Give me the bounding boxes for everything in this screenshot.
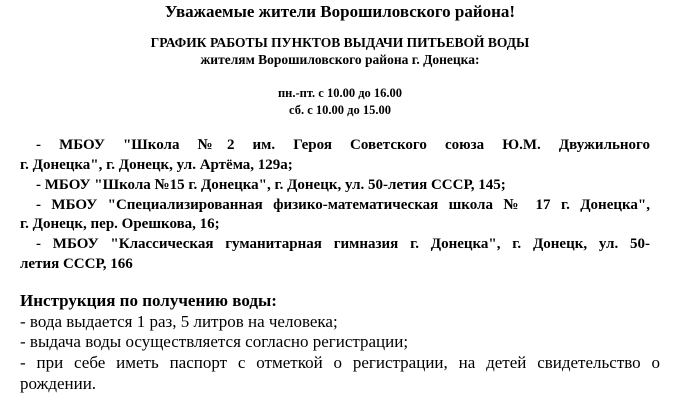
location-item-1-line1: - МБОУ "Школа №2 им. Героя Советского союза Ю.М. Двужильного [36,137,650,153]
instruction-item-1: - вода выдается 1 раз, 5 литров на человека; [20,312,338,331]
location-item-3-line1: - МБОУ "Специализированная физико-математическая школа № 17 г. Донецка", [36,197,650,213]
location-item-4-line2: летия СССР, 166 [20,256,133,272]
greeting-heading: Уважаемые жители Ворошиловского района! [164,2,516,21]
instruction-item-3-continued: рождении. [20,374,97,393]
hours-saturday: сб. с 10.00 до 15.00 [289,103,391,117]
instructions-heading: Инструкция по получению воды: [20,291,277,310]
schedule-subtitle: жителям Ворошиловского района г. Донецка: [200,52,480,67]
location-item-3-line2: г. Донецк, пер. Орешкова, 16; [20,216,220,232]
hours-weekdays: пн.-пт. с 10.00 до 16.00 [277,86,403,100]
instruction-item-2: - выдача воды осуществляется согласно регистрации; [20,332,409,351]
location-item-2-line1: - МБОУ "Школа №15 г. Донецка", г. Донецк, ул. 50-летия СССР, 145; [36,177,506,193]
schedule-title: ГРАФИК РАБОТЫ ПУНКТОВ ВЫДАЧИ ПИТЬЕВОЙ ВОДЫ [150,35,530,50]
instruction-item-3: - при себе иметь паспорт с отметкой о регистрации, на детей свидетельство о [20,353,660,372]
location-item-1-line2: г. Донецка", г. Донецк, ул. Артёма, 129а; [20,157,293,173]
location-item-4-line1: - МБОУ "Классическая гуманитарная гимназия г. Донецка", г. Донецк, ул. 50- [36,236,650,252]
